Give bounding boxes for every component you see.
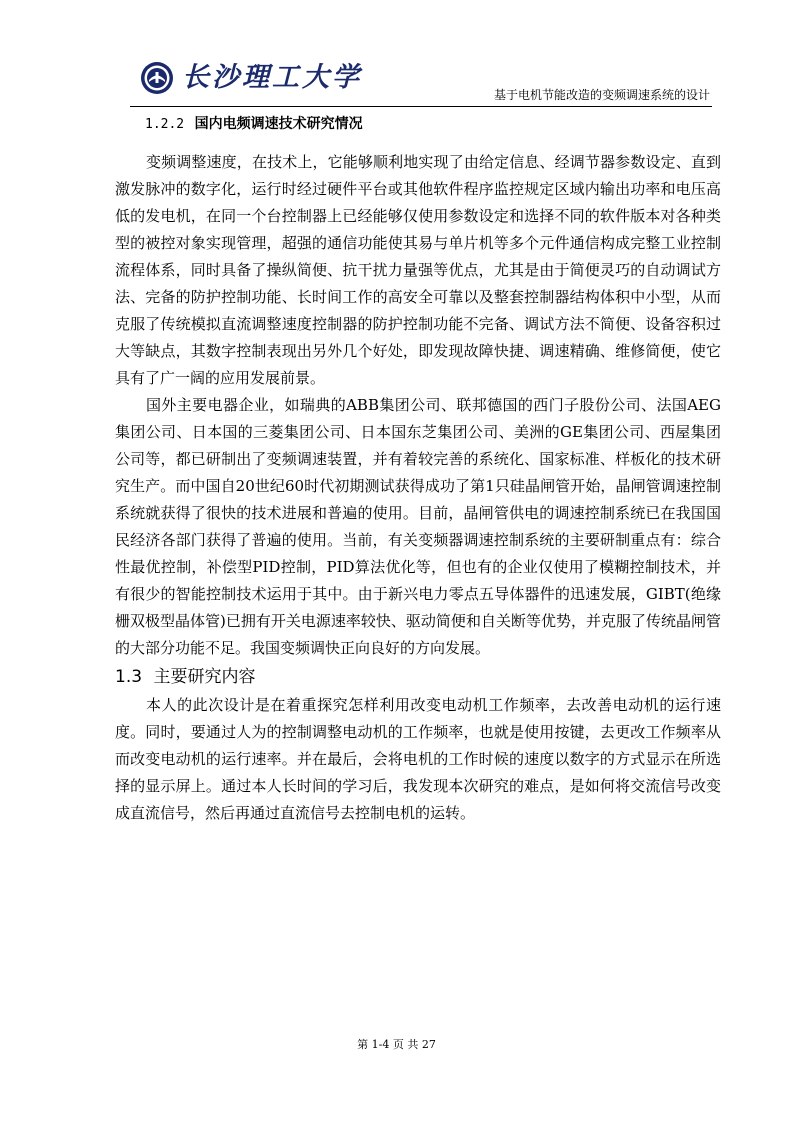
university-logo	[140, 60, 362, 96]
page-content	[115, 111, 721, 827]
university-seal-icon	[140, 61, 174, 95]
header-divider	[130, 106, 712, 107]
document-title-header: 基于电机节能改造的变频调速系统的设计	[493, 88, 710, 102]
section-number: 1.2.2	[145, 117, 185, 132]
section-title: 国内电频调速技术研究情况	[194, 116, 363, 132]
section-number: 1.3	[115, 667, 143, 687]
section-heading-1-3	[115, 662, 721, 692]
page-number-footer: 第 1-4 页 共 27	[357, 1038, 436, 1051]
section-heading-1-2-2	[115, 111, 721, 137]
paragraph: 变频调整速度，在技术上，它能够顺利地实现了由给定信息、经调节器参数设定、直到激发脉冲的数字化，运行时经过硬件平台或其他软件程序监控规定区域内输出功率和电压高低的发电机，在同一个台控制器上已经能够仅使用参数设定和选择不同的软件版本对各种类型的被控对象实现管理，超强的通信功能使其易与单片机等多个元件通信构成完整工业控制流程体系，同时具备了操纵简便、抗干扰力量强等优点，尤其是由于简便灵巧的自动调试方法、完备的防护控制功能、长时间工作的高安全可靠以及整套控制器结构体积中小型，从而克服了传统模拟直流调整速度控制器的防护控制功能不完备、调试方法不简便、设备容积过大等缺点，其数字控制表现出另外几个好处，即发现故障快捷、调速精确、维修简便，使它具有了广一阔的应用发展前景。	[115, 153, 721, 387]
paragraph: 国外主要电器企业，如瑞典的ABB集团公司、联邦德国的西门子股份公司、法国AEG集团公司、日本国的三菱集团公司、日本国东芝集团公司、美洲的GE集团公司、西屋集团公司等，都已研制出了变频调速装置，并有着较完善的系统化、国家标准、样板化的技术研究生产。而中国自20世纪60时代初期测试获得成功了第1只硅晶闸管开始，晶闸管调速控制系统就获得了很快的技术进展和普遍的使用。目前，晶闸管供电的调速控制系统已在我国国民经济各部门获得了普遍的使用。当前，有关变频器调速控制系统的主要研制重点有：综合性最优控制，补偿型PID控制，PID算法优化等，但也有的企业仅使用了模糊控制技术，并有很少的智能控制技术运用于其中。由于新兴电力零点五导体器件的迅速发展，GIBT(绝缘栅双极型晶体管)已拥有开关电源速率较快、驱动简便和自关断等优势，并克服了传统晶闸管的大部分功能不足。我国变频调快正向良好的方向发展。	[115, 396, 721, 657]
section-title: 主要研究内容	[153, 667, 256, 687]
university-name: 长沙理工大学	[182, 62, 362, 93]
paragraph: 本人的此次设计是在着重探究怎样利用改变电动机工作频率，去改善电动机的运行速度。同时，要通过人为的控制调整电动机的工作频率，也就是使用按键，去更改工作频率从而改变电动机的运行速率。并在最后，会将电机的工作时候的速度以数字的方式显示在所选择的显示屏上。通过本人长时间的学习后，我发现本次研究的难点，是如何将交流信号改变成直流信号，然后再通过直流信号去控制电机的运转。	[115, 696, 721, 822]
